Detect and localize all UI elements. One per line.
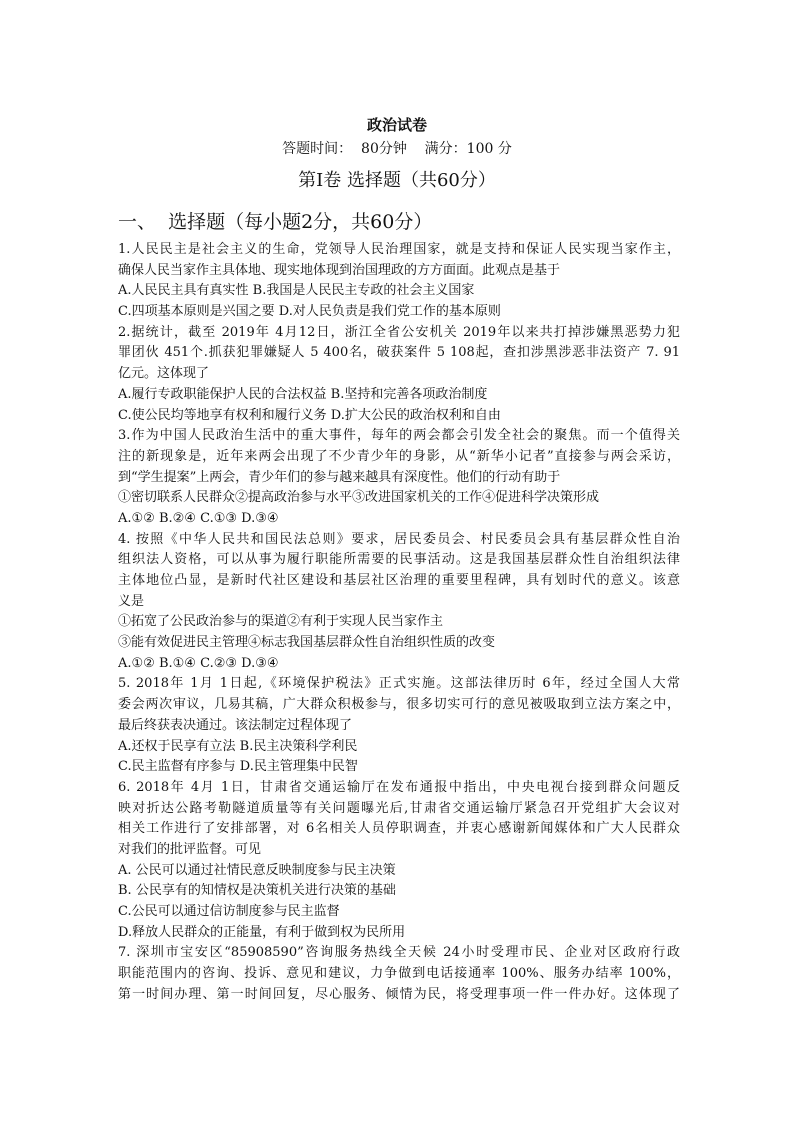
question-body bbox=[118, 240, 680, 1005]
question-line: A.①② B.②④ C.①③ D.③④ bbox=[118, 510, 279, 526]
question-line: C.民主监督有序参与 D.民主管理集中民智 bbox=[118, 759, 358, 775]
part-heading: 第Ⅰ卷 选择题（共60分） bbox=[298, 170, 496, 191]
question-line: 组织法人资格，可以从事为履行职能所需要的民事活动。这是我国基层群众性自治组织法律 bbox=[118, 552, 680, 568]
question-line: A.还权于民享有立法 B.民主决策科学利民 bbox=[118, 738, 358, 754]
question-line: 职能范围内的咨询、投诉、意见和建议，力争做到电话接通率 100%、服务办结率 100%， bbox=[118, 966, 680, 982]
question-line: 映对折达公路考勒隧道质量等有关问题曝光后,甘肃省交通运输厅紧急召开党组扩大会议对 bbox=[118, 800, 680, 816]
question-line: C.使公民均等地享有权利和履行义务 D.扩大公民的政治权利和自由 bbox=[118, 407, 501, 423]
question-line: 6. 2018年 4月 1日，甘肃省交通运输厅在发布通报中指出，中央电视台接到群众问题反 bbox=[118, 779, 680, 795]
question-line: D.释放人民群众的正能量，有利于做到权为民所用 bbox=[118, 924, 406, 940]
question-line: A.①② B.①④ C.②③ D.③④ bbox=[118, 655, 279, 671]
question-line: 1.人民民主是社会主义的生命，党领导人民治理国家，就是支持和保证人民实现当家作主， bbox=[118, 242, 680, 257]
question-line: 注的新现象是，近年来两会出现了不少青少年的身影，从“新华小记者”直接参与两会采访， bbox=[118, 448, 680, 464]
question-line: 2.据统计，截至 2019年 4月12日，浙江全省公安机关 2019年以来共打掉涉嫌黑恶势力犯 bbox=[118, 324, 680, 340]
question-line: ①拓宽了公民政治参与的渠道②有利于实现人民当家作主 bbox=[118, 614, 444, 630]
question-line: 亿元。这体现了 bbox=[118, 366, 210, 382]
question-line: 4. 按照《中华人民共和国民法总则》要求，居民委员会、村民委员会具有基层群众性自治 bbox=[118, 531, 680, 547]
question-line: 到“学生提案”上两会，青少年们的参与越来越具有深度性。他们的行动有助于 bbox=[118, 469, 561, 485]
question-line: 确保人民当家作主具体地、现实地体现到治国理政的方方面面。此观点是基于 bbox=[118, 262, 561, 278]
question-line: 3.作为中国人民政治生活中的重大事件，每年的两会都会引发全社会的聚焦。而一个值得关 bbox=[118, 428, 680, 444]
question-line: 对我们的批评监督。可见 bbox=[118, 841, 262, 857]
question-line: ①密切联系人民群众②提高政治参与水平③改进国家机关的工作④促进科学决策形成 bbox=[118, 490, 600, 506]
question-line: C.公民可以通过信访制度参与民主监督 bbox=[118, 904, 340, 919]
question-line: 第一时间办理、第一时间回复，尽心服务、倾情为民，将受理事项一件一件办好。这体现了 bbox=[118, 986, 680, 1002]
exam-meta: 答题时间： 80分钟 满分：100 分 bbox=[282, 141, 512, 157]
question-line: 义是 bbox=[118, 593, 145, 609]
question-line: A. 公民可以通过社情民意反映制度参与民主决策 bbox=[118, 862, 396, 878]
exam-title: 政治试卷 bbox=[366, 116, 427, 134]
question-line: 罪团伙 451个.抓获犯罪嫌疑人 5 400名，破获案件 5 108起，查扣涉黑涉恶非法资产 7. 91 bbox=[118, 345, 680, 361]
question-line: A.人民民主具有真实性 B.我国是人民民主专政的社会主义国家 bbox=[118, 283, 475, 299]
section-heading: 一、 选择题（每小题2分，共60分） bbox=[118, 211, 433, 233]
question-line: A.履行专政职能保护人民的合法权益 B.坚持和完善各项政治制度 bbox=[118, 386, 488, 402]
question-line: 相关工作进行了安排部署，对 6名相关人员停职调查，并衷心感谢新闻媒体和广大人民群众 bbox=[118, 821, 680, 837]
question-line: B. 公民享有的知情权是决策机关进行决策的基础 bbox=[118, 883, 396, 899]
question-line: 7. 深圳市宝安区“85908590”咨询服务热线全天候 24小时受理市民、企业对区政府行政 bbox=[118, 945, 680, 961]
question-line: 5. 2018年 1月 1日起,《环境保护税法》正式实施。这部法律历时 6年，经过全国人大常 bbox=[118, 676, 680, 692]
question-line: ③能有效促进民主管理④标志我国基层群众性自治组织性质的改变 bbox=[118, 635, 496, 651]
question-line: 主体地位凸显，是新时代社区建设和基层社区治理的重要里程碑，具有划时代的意义。该意 bbox=[118, 573, 680, 588]
question-line: 最后终获表决通过。该法制定过程体现了 bbox=[118, 717, 353, 733]
question-line: C.四项基本原则是兴国之要 D.对人民负责是我们党工作的基本原则 bbox=[118, 304, 501, 320]
question-line: 委会两次审议，几易其稿，广大群众积极参与，很多切实可行的意见被吸取到立法方案之中， bbox=[118, 697, 680, 713]
